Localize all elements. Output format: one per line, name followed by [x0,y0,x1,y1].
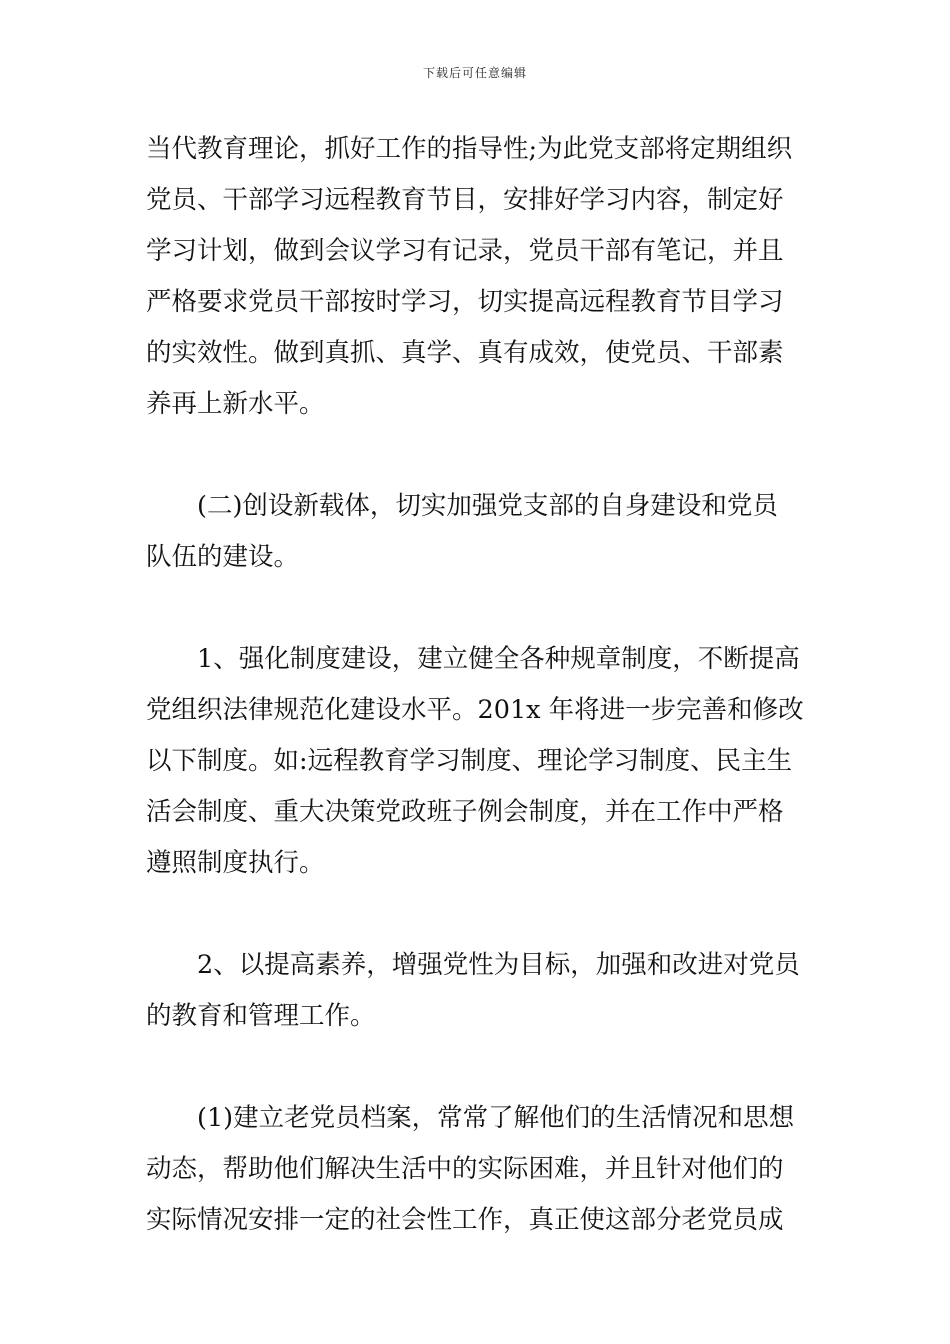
paragraph [146,1093,806,1246]
paragraph-spacer [146,583,806,634]
text-line: 的教育和管理工作。 [146,1001,376,1031]
text-line: 动态，帮助他们解决生活中的实际困难，并且针对他们的 [146,1154,784,1184]
paragraph [146,940,806,1042]
paragraph [146,124,806,430]
document-body [146,124,806,1246]
text-line: 党组织法律规范化建设水平。201x 年将进一步完善和修改 [146,695,804,725]
paragraph-spacer [146,430,806,481]
text-line: 养再上新水平。 [146,389,325,419]
paragraph-spacer [146,1042,806,1093]
text-line: 2、以提高素养，增强党性为目标，加强和改进对党员 [197,950,800,980]
text-line: 活会制度、重大决策党政班子例会制度，并在工作中严格 [146,797,784,827]
paragraph [146,634,806,889]
text-line: 学习计划，做到会议学习有记录，党员干部有笔记，并且 [146,236,784,266]
text-line: 遵照制度执行。 [146,848,325,878]
text-line: (1)建立老党员档案，常常了解他们的生活情况和思想 [197,1103,795,1133]
text-line: (二)创设新载体，切实加强党支部的自身建设和党员 [197,491,778,521]
paragraph [146,481,806,583]
text-line: 实际情况安排一定的社会性工作，真正使这部分老党员成 [146,1205,784,1235]
text-line: 当代教育理论，抓好工作的指导性;为此党支部将定期组织 [146,134,793,164]
text-line: 党员、干部学习远程教育节目，安排好学习内容，制定好 [146,185,784,215]
text-line: 1、强化制度建设，建立健全各种规章制度，不断提高 [197,644,800,674]
paragraph-spacer [146,889,806,940]
text-line: 严格要求党员干部按时学习，切实提高远程教育节目学习 [146,287,784,317]
text-line: 的实效性。做到真抓、真学、真有成效，使党员、干部素 [146,338,784,368]
page-header: 下载后可任意编辑 [422,66,527,80]
text-line: 队伍的建设。 [146,542,300,572]
text-line: 以下制度。如:远程教育学习制度、理论学习制度、民主生 [146,746,793,776]
